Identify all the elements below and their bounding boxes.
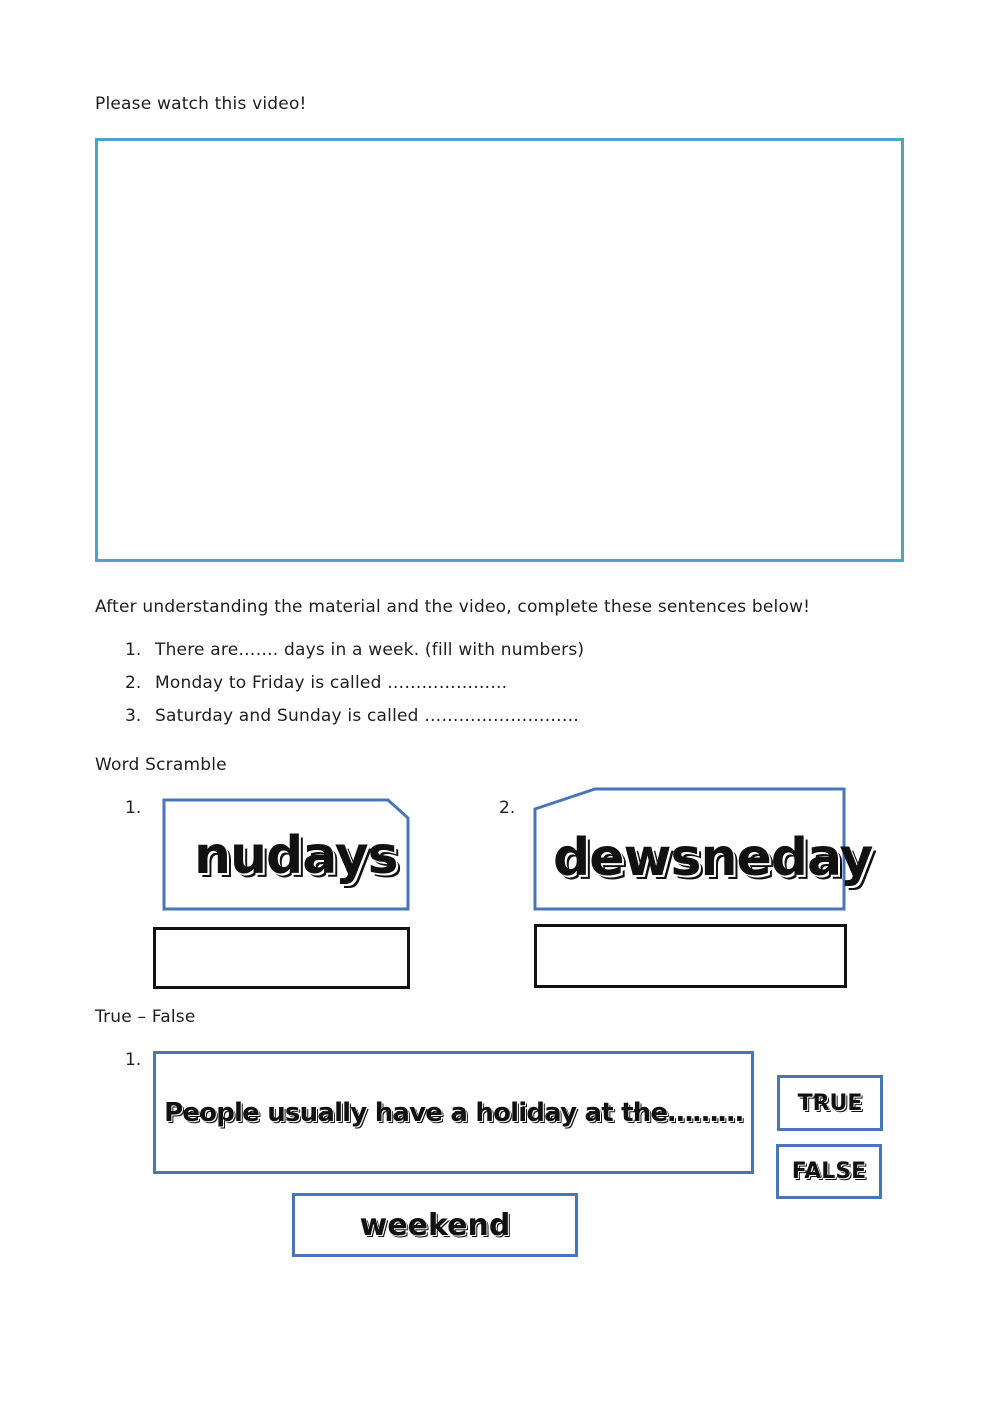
truefalse-number: 1. bbox=[125, 1050, 142, 1070]
sentence-number: 3. bbox=[125, 706, 142, 726]
true-label: TRUE bbox=[797, 1090, 863, 1116]
sentence-item: Saturday and Sunday is called ……………………… bbox=[155, 706, 580, 726]
sentence-number: 1. bbox=[125, 640, 142, 660]
sentence-number: 2. bbox=[125, 673, 142, 693]
scrambled-word-1: nudays bbox=[194, 826, 398, 886]
scrambled-word-2: dewsneday bbox=[553, 828, 873, 888]
statement-box bbox=[153, 1051, 754, 1174]
scramble-number: 1. bbox=[125, 798, 142, 818]
watch-instruction: Please watch this video! bbox=[95, 94, 307, 114]
video-frame[interactable] bbox=[95, 138, 904, 562]
answer-word-box bbox=[292, 1193, 578, 1257]
sentence-item: Monday to Friday is called ………………... bbox=[155, 673, 508, 693]
true-button[interactable] bbox=[777, 1075, 883, 1131]
scramble-heading: Word Scramble bbox=[95, 755, 227, 775]
answer-word: weekend bbox=[359, 1207, 511, 1243]
sentence-item: There are……. days in a week. (fill with numbers) bbox=[155, 640, 585, 660]
truefalse-heading: True – False bbox=[95, 1007, 196, 1027]
scramble-answer-box-1[interactable] bbox=[153, 927, 410, 989]
false-button[interactable] bbox=[776, 1144, 882, 1199]
statement-text: People usually have a holiday at the……… bbox=[164, 1097, 743, 1128]
scramble-answer-box-2[interactable] bbox=[534, 924, 847, 988]
scramble-number: 2. bbox=[499, 798, 516, 818]
complete-instruction: After understanding the material and the video, complete these sentences below! bbox=[95, 597, 811, 617]
false-label: FALSE bbox=[791, 1159, 867, 1184]
